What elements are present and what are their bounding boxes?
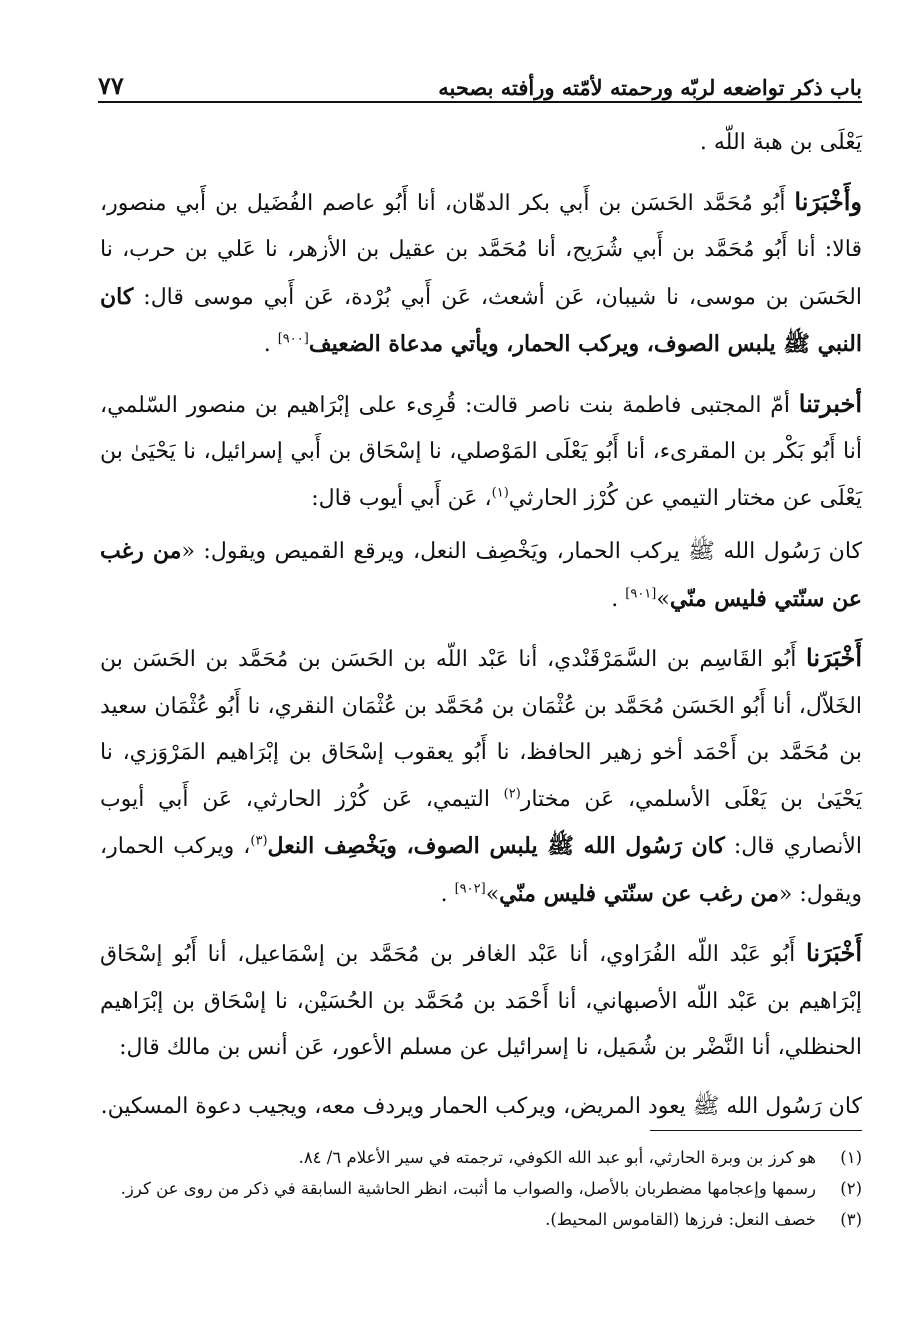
footnotes bbox=[100, 1142, 862, 1235]
header-rule bbox=[98, 101, 862, 103]
sentence-end: . bbox=[611, 586, 626, 612]
main-text bbox=[100, 120, 862, 1142]
hadith-number: [٩٠٠] bbox=[277, 331, 309, 347]
isnad-lead: وأَخْبَرَنا bbox=[794, 186, 862, 216]
paragraph-4 bbox=[100, 528, 862, 623]
matn-text: كان رَسُول الله ﷺ يعود المريض، ويركب الحمار ويردف معه، ويجيب دعوة المسكين. bbox=[100, 1093, 862, 1119]
running-head bbox=[98, 62, 862, 100]
running-head-title: باب ذكر تواضعه لربّه ورحمته لأمّته ورأفته بصحبه bbox=[438, 75, 862, 100]
quote-close: » bbox=[485, 881, 500, 907]
hadith-quote: من رغب عن سنّتي فليس منّي bbox=[100, 538, 862, 612]
footnote-3 bbox=[100, 1204, 862, 1235]
quote-close: » bbox=[656, 586, 670, 612]
paragraph-3 bbox=[100, 381, 862, 523]
matn-text: كان رَسُول الله ﷺ يركب الحمار، ويَخْصِف النعل، ويرقع القميص ويقول: « bbox=[181, 539, 862, 564]
paragraph-2 bbox=[100, 179, 862, 369]
footnote-marker-2: (٢) bbox=[503, 786, 521, 802]
footnote-text: هو كرز بن وبرة الحارثي، أبو عبد الله الكوفي، ترجمته في سير الأعلام ٦/ ٨٤. bbox=[298, 1148, 816, 1167]
paragraph-1-text: يَعْلَى بن هبة اللّه . bbox=[699, 130, 862, 155]
hadith-number: [٩٠١] bbox=[625, 586, 657, 602]
footnote-number: (٢) bbox=[840, 1179, 862, 1198]
isnad-text: أَبُو القَاسِم بن السَّمَرْقَنْدي، أنا عَبْد اللّه بن الحَسَن بن مُحَمَّد بن الحَسَن بن الخَلاّل، أنا أَبُو الحَسَن مُحَمَّد بن عُثْمَان بن مُحَمَّد بن عُثْمَان النقري، نا أَبُو عُثْمَان سعيد بن مُحَمَّد بن أَحْمَد أخو زهير الحافظ، نا أَبُو يعقوب إسْحَاق بن إبْرَاهيم المَرْوَزي، نا يَحْيَىٰ بن يَعْلَى الأسلمي، عَن مختار bbox=[100, 647, 862, 812]
page-number: ٧٧ bbox=[98, 71, 124, 100]
hadith-text: كان رَسُول الله ﷺ يلبس الصوف، ويَخْصِف النعل bbox=[267, 833, 725, 859]
hadith-number: [٩٠٢] bbox=[454, 881, 486, 897]
sentence-end: . bbox=[440, 881, 455, 907]
isnad-lead: أَخْبَرَنا bbox=[806, 938, 862, 967]
footnote-text: خصف النعل: فرزها (القاموس المحيط). bbox=[545, 1210, 816, 1229]
paragraph-1 bbox=[100, 120, 862, 167]
isnad-text-cont: التيمي، عَن كُرْز الحارثي، عَن أَبي أيوب الأنصاري قال: bbox=[100, 786, 862, 859]
isnad-text: أمّ المجتبى فاطمة بنت ناصر قالت: قُرِىء على إبْرَاهيم بن منصور السّلمي، أنا أَبُو بَكْر بن المقرىء، أنا أَبُو يَعْلَى المَوْصلي، نا إسْحَاق بن أَبي إسرائيل، نا يَحْيَىٰ بن يَعْلَى عن مختار التيمي عن كُرْز الحارثي bbox=[100, 392, 862, 511]
isnad-tail: ، عَن أَبي أيوب قال: bbox=[311, 485, 492, 511]
footnote-text: رسمها وإعجامها مضطربان بالأصل، والصواب ما أثبت، انظر الحاشية السابقة في ذكر من روى عن كرز. bbox=[120, 1179, 816, 1198]
isnad-text: أَبُو مُحَمَّد الحَسَن بن أَبي بكر الدهّان، أنا أَبُو عاصم الفُضَيل بن أَبي منصور، قالا: أنا أَبُو مُحَمَّد بن أَبي شُرَيح، أنا مُحَمَّد بن عقيل بن الأزهر، نا عَلي بن حرب، نا الحَسَن بن موسى، نا شيبان، عَن أشعث، عَن أَبي بُرْدة، عَن أَبي موسى قال: bbox=[100, 190, 862, 310]
matn-text: ، ويركب الحمار، ويقول: « bbox=[100, 834, 862, 907]
footnote-rule bbox=[650, 1130, 862, 1131]
hadith-quote: من رغب عن سنّتي فليس منّي bbox=[499, 880, 779, 907]
footnote-number: (١) bbox=[840, 1148, 862, 1167]
paragraph-5 bbox=[100, 635, 862, 918]
isnad-lead: أَخْبَرَنا bbox=[806, 643, 862, 672]
footnote-2 bbox=[100, 1173, 862, 1204]
paragraph-7 bbox=[100, 1084, 862, 1131]
paragraph-6 bbox=[100, 930, 862, 1072]
isnad-text: أَبُو عَبْد اللّه الفُرَاوي، أنا عَبْد الغافر بن مُحَمَّد بن إسْمَاعيل، أنا أَبُو إسْحَاق إبْرَاهيم بن عَبْد اللّه الأصبهاني، أنا أَحْمَد بن مُحَمَّد بن الحُسَيْن، نا إسْحَاق بن إبْرَاهيم الحنظلي، أنا النَّضْر بن شُمَيل، نا إسرائيل عن مسلم الأعور، عَن أنس بن مالك قال: bbox=[100, 942, 862, 1060]
footnote-marker-1: (١) bbox=[491, 485, 509, 501]
footnote-number: (٣) bbox=[840, 1210, 862, 1229]
hadith-text: كان النبي ﷺ يلبس الصوف، ويركب الحمار، ويأتي مدعاة الضعيف bbox=[100, 283, 862, 357]
isnad-lead: أخبرتنا bbox=[798, 388, 862, 418]
sentence-end: . bbox=[263, 332, 278, 357]
footnote-1 bbox=[100, 1142, 862, 1173]
footnote-marker-3: (٣) bbox=[250, 833, 268, 849]
